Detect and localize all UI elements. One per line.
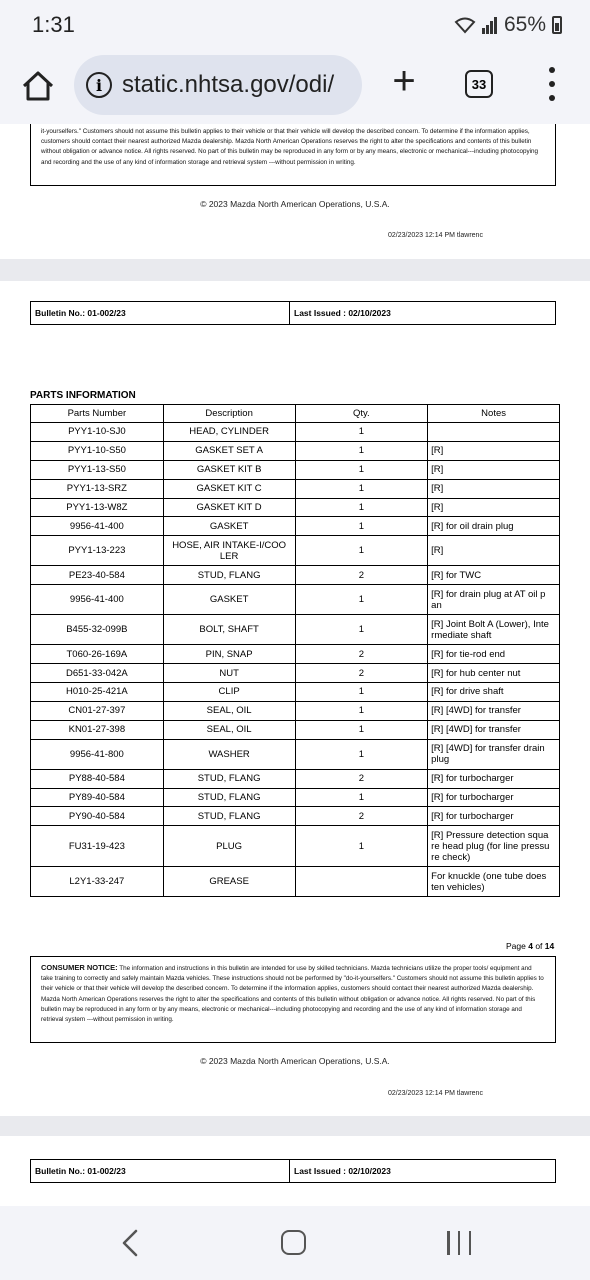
recents-icon[interactable]: [447, 1231, 471, 1255]
description-cell: GASKET: [163, 585, 295, 615]
description-cell: HOSE, AIR INTAKE-I/COO LER: [163, 536, 295, 566]
column-header: Notes: [428, 405, 560, 423]
section-title: PARTS INFORMATION: [30, 390, 136, 401]
table-row: [31, 479, 560, 498]
description-cell: STUD, FLANG: [163, 769, 295, 788]
notes-cell: [R] for drive shaft: [428, 683, 560, 702]
table-row: [31, 460, 560, 479]
description-cell: GREASE: [163, 867, 295, 897]
consumer-notice-text: The information and instructions in this bulletin are intended for use by skilled technicians. Mazda technicians utilize the proper tools/ equipment and take training to correctly and safely maintain Mazda vehicles. These instructions should not be performed by "do-it-yourselfers." Customers should not assume this bulletin applies to their vehicle or that their vehicle will develop the described concern. To determine if the information applies, customers should contact their nearest authorized Mazda dealership. Mazda North American Operations reserves the right to alter the specifications and contents of this bulletin without obligation or advance notice. All rights reserved. No part of this bulletin may be reproduced in any form or by any means, electronic or mechanical---including photocopying and recording and the use of any kind of information storage and retrieval system ---without permission in writing.: [41, 965, 544, 1024]
table-row: [31, 645, 560, 664]
notes-cell: [R] [4WD] for transfer: [428, 701, 560, 720]
description-cell: SEAL, OIL: [163, 701, 295, 720]
table-row: [31, 664, 560, 683]
url-text[interactable]: static.nhtsa.gov/odi/: [122, 71, 335, 98]
part-number-cell: 9956-41-400: [31, 585, 164, 615]
print-stamp: 02/23/2023 12:14 PM tlawrenc: [388, 1090, 483, 1097]
description-cell: GASKET KIT B: [163, 460, 295, 479]
part-number-cell: CN01-27-397: [31, 701, 164, 720]
column-header: Qty.: [295, 405, 428, 423]
page-number: Page 4 of 14: [506, 941, 555, 951]
notes-cell: [R] [4WD] for transfer drain plug: [428, 739, 560, 769]
status-bar: [0, 0, 590, 52]
notes-cell: [R] for tie-rod end: [428, 645, 560, 664]
part-number-cell: 9956-41-400: [31, 517, 164, 536]
part-number-cell: H010-25-421A: [31, 683, 164, 702]
wifi-icon: [454, 16, 476, 34]
table-header-row: [31, 405, 560, 423]
consumer-notice-top: [30, 124, 556, 186]
notes-cell: [R] for oil drain plug: [428, 517, 560, 536]
print-stamp: 02/23/2023 12:14 PM tlawrenc: [388, 232, 483, 239]
table-row: [31, 536, 560, 566]
pdf-page-previous: [0, 124, 590, 259]
description-cell: HEAD, CYLINDER: [163, 423, 295, 442]
consumer-notice-text: it-yourselfers." Customers should not assume this bulletin applies to their vehicle or that their vehicle will develop the described concern. To determine if the information applies, customers should contact their nearest authorized Mazda dealership. Mazda North American Operations reserves the right to alter the specifications and contents of this bulletin without obligation or advance notice. All rights reserved. No part of this bulletin may be reproduced in any form or by any means, electronic or mechanical---including photocopying and recording and the use of any kind of information storage and retrieval system ---without permission in writing.: [41, 128, 539, 166]
pdf-page-current: [0, 281, 590, 1116]
part-number-cell: PY89-40-584: [31, 788, 164, 807]
description-cell: STUD, FLANG: [163, 788, 295, 807]
new-tab-button[interactable]: +: [392, 59, 416, 103]
part-number-cell: FU31-19-423: [31, 826, 164, 867]
notes-cell: [R] for TWC: [428, 566, 560, 585]
quantity-cell: 1: [295, 479, 428, 498]
consumer-notice-heading: CONSUMER NOTICE:: [41, 963, 118, 972]
battery-percent: 65%: [503, 13, 546, 36]
notes-cell: [R] for hub center nut: [428, 664, 560, 683]
more-menu-icon[interactable]: [545, 67, 559, 101]
column-header: Parts Number: [31, 405, 164, 423]
quantity-cell: 1: [295, 517, 428, 536]
table-row: [31, 739, 560, 769]
quantity-cell: 1: [295, 441, 428, 460]
table-row: [31, 701, 560, 720]
notes-cell: [R]: [428, 460, 560, 479]
table-row: [31, 788, 560, 807]
quantity-cell: 1: [295, 683, 428, 702]
table-row: [31, 423, 560, 442]
part-number-cell: PE23-40-584: [31, 566, 164, 585]
bulletin-header: [30, 301, 556, 325]
quantity-cell: 2: [295, 769, 428, 788]
part-number-cell: PYY1-13-SRZ: [31, 479, 164, 498]
notes-cell: [R]: [428, 536, 560, 566]
bulletin-issued: Last Issued : 02/10/2023: [294, 1166, 391, 1176]
pdf-page-next: [0, 1136, 590, 1206]
notes-cell: [428, 423, 560, 442]
description-cell: WASHER: [163, 739, 295, 769]
consumer-notice-bottom: [30, 956, 556, 1043]
part-number-cell: PY90-40-584: [31, 807, 164, 826]
system-nav-bar: [0, 1206, 590, 1280]
notes-cell: [R] [4WD] for transfer: [428, 720, 560, 739]
description-cell: PLUG: [163, 826, 295, 867]
browser-toolbar: [0, 52, 590, 124]
notes-cell: [R]: [428, 441, 560, 460]
description-cell: GASKET KIT D: [163, 498, 295, 517]
site-info-icon[interactable]: i: [86, 72, 112, 98]
notes-cell: [R] for drain plug at AT oil p an: [428, 585, 560, 615]
quantity-cell: 1: [295, 615, 428, 645]
notes-cell: [R]: [428, 479, 560, 498]
part-number-cell: 9956-41-800: [31, 739, 164, 769]
back-icon[interactable]: [118, 1228, 142, 1258]
description-cell: NUT: [163, 664, 295, 683]
quantity-cell: 1: [295, 720, 428, 739]
description-cell: GASKET: [163, 517, 295, 536]
bulletin-number: Bulletin No.: 01-002/23: [31, 302, 290, 324]
table-row: [31, 683, 560, 702]
address-bar[interactable]: [74, 55, 362, 115]
quantity-cell: [295, 867, 428, 897]
status-icons: [454, 13, 562, 37]
quantity-cell: 1: [295, 498, 428, 517]
parts-table: [30, 404, 560, 897]
bulletin-header: [30, 1159, 556, 1183]
quantity-cell: 1: [295, 826, 428, 867]
bulletin-number: Bulletin No.: 01-002/23: [31, 1160, 290, 1182]
table-row: [31, 585, 560, 615]
table-row: [31, 867, 560, 897]
quantity-cell: 2: [295, 807, 428, 826]
tab-switcher-button[interactable]: 33: [465, 70, 493, 98]
notes-cell: [R]: [428, 498, 560, 517]
notes-cell: [R] for turbocharger: [428, 807, 560, 826]
table-row: [31, 720, 560, 739]
column-header: Description: [163, 405, 295, 423]
table-row: [31, 498, 560, 517]
quantity-cell: 2: [295, 664, 428, 683]
part-number-cell: PYY1-10-SJ0: [31, 423, 164, 442]
copyright: © 2023 Mazda North American Operations, U.S.A.: [200, 199, 390, 209]
notes-cell: [R] Pressure detection squa re head plug (for line pressu re check): [428, 826, 560, 867]
description-cell: STUD, FLANG: [163, 807, 295, 826]
quantity-cell: 2: [295, 645, 428, 664]
part-number-cell: L2Y1-33-247: [31, 867, 164, 897]
notes-cell: For knuckle (one tube does ten vehicles): [428, 867, 560, 897]
table-row: [31, 826, 560, 867]
quantity-cell: 1: [295, 701, 428, 720]
quantity-cell: 1: [295, 739, 428, 769]
quantity-cell: 2: [295, 566, 428, 585]
home-nav-icon[interactable]: [281, 1230, 306, 1255]
part-number-cell: D651-33-042A: [31, 664, 164, 683]
bulletin-issued: Last Issued : 02/10/2023: [294, 308, 391, 318]
part-number-cell: B455-32-099B: [31, 615, 164, 645]
quantity-cell: 1: [295, 536, 428, 566]
signal-icon: [482, 16, 498, 34]
notes-cell: [R] for turbocharger: [428, 788, 560, 807]
part-number-cell: PYY1-10-S50: [31, 441, 164, 460]
quantity-cell: 1: [295, 460, 428, 479]
table-row: [31, 566, 560, 585]
battery-icon: [552, 16, 562, 34]
notes-cell: [R] for turbocharger: [428, 769, 560, 788]
copyright: © 2023 Mazda North American Operations, U.S.A.: [200, 1056, 390, 1066]
part-number-cell: KN01-27-398: [31, 720, 164, 739]
description-cell: PIN, SNAP: [163, 645, 295, 664]
part-number-cell: PYY1-13-223: [31, 536, 164, 566]
quantity-cell: 1: [295, 788, 428, 807]
table-row: [31, 441, 560, 460]
home-icon[interactable]: [18, 66, 58, 106]
description-cell: STUD, FLANG: [163, 566, 295, 585]
description-cell: BOLT, SHAFT: [163, 615, 295, 645]
part-number-cell: PYY1-13-W8Z: [31, 498, 164, 517]
table-row: [31, 615, 560, 645]
table-row: [31, 807, 560, 826]
status-time: 1:31: [32, 12, 75, 37]
part-number-cell: T060-26-169A: [31, 645, 164, 664]
quantity-cell: 1: [295, 423, 428, 442]
notes-cell: [R] Joint Bolt A (Lower), Inte rmediate shaft: [428, 615, 560, 645]
part-number-cell: PYY1-13-S50: [31, 460, 164, 479]
quantity-cell: 1: [295, 585, 428, 615]
description-cell: GASKET SET A: [163, 441, 295, 460]
pdf-viewer[interactable]: [0, 124, 590, 1206]
description-cell: CLIP: [163, 683, 295, 702]
description-cell: SEAL, OIL: [163, 720, 295, 739]
description-cell: GASKET KIT C: [163, 479, 295, 498]
part-number-cell: PY88-40-584: [31, 769, 164, 788]
table-row: [31, 517, 560, 536]
table-row: [31, 769, 560, 788]
